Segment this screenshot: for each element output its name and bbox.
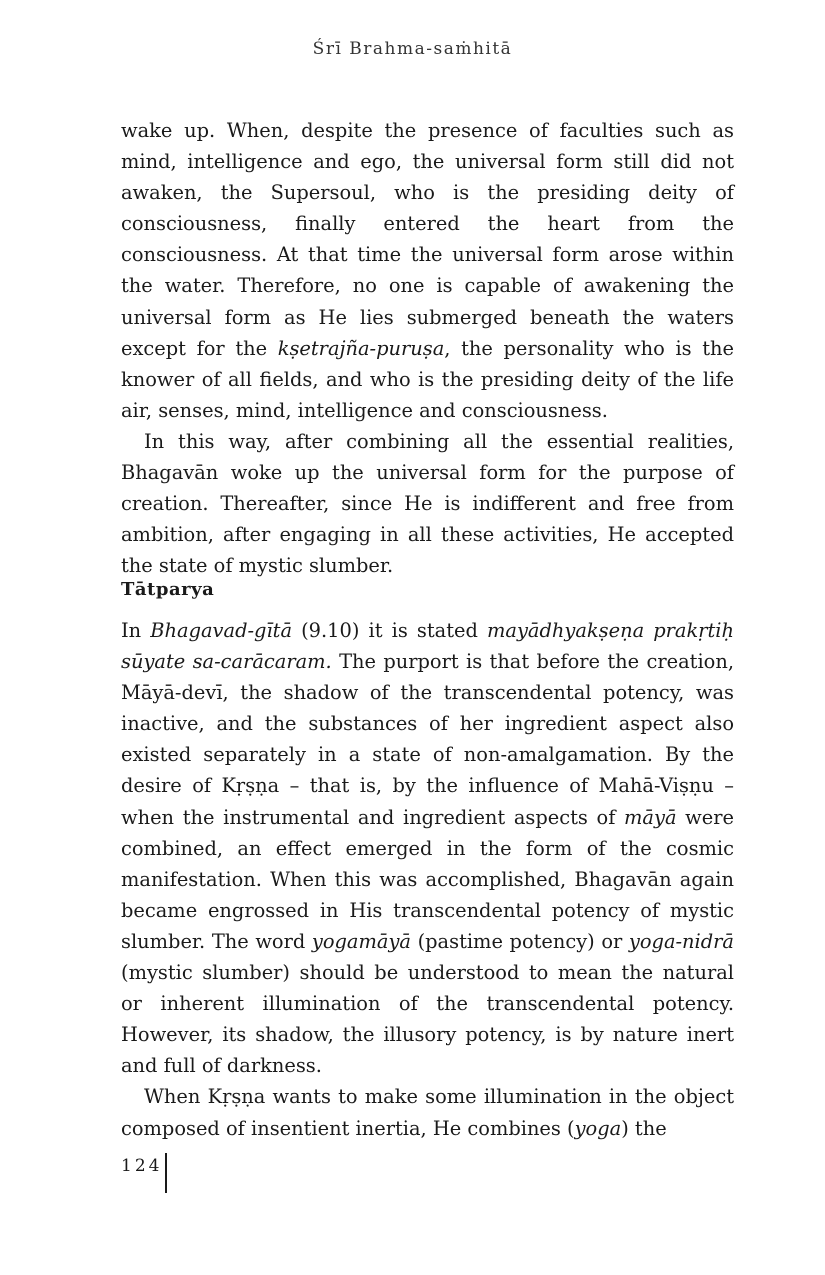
main-text-bottom <box>121 615 734 1144</box>
page-number-rule <box>165 1153 167 1193</box>
paragraph-1: wake up. When, despite the presence of faculties such as mind, intelligence and ego, the universal form still did not awaken, the Supersoul, who is the presiding deity of consciousness, finally entered the heart from the consciousness. At that time the universal form arose within the water. Therefore, no one is capable of awakening the universal form as He lies submerged beneath the waters except for the kṣetrajña-puruṣa, the personality who is the knower of all fields, and who is the presiding deity of the life air, senses, mind, intelligence and consciousness. <box>121 119 734 422</box>
section-heading-tatparya: Tātparya <box>121 579 215 600</box>
page-number: 124 <box>121 1156 163 1176</box>
paragraph-4: When Kṛṣṇa wants to make some illumination in the object composed of insentient inertia, He combines (yoga) the <box>121 1085 734 1140</box>
paragraph-2: In this way, after combining all the essential realities, Bhagavān woke up the universal form for the purpose of creation. Thereafter, since He is indifferent and free from ambition, after engaging in all these activities, He accepted the state of mystic slumber. <box>121 429 734 578</box>
running-head: Śrī Brahma-saṁhitā <box>312 39 513 59</box>
main-text-top <box>121 115 734 581</box>
paragraph-3: In Bhagavad-gītā (9.10) it is stated mayādhyakṣeṇa prakṛtiḥ sūyate sa-carācaram. The purport is that before the creation, Māyā-devī, the shadow of the transcendental potency, was inactive, and the substances of her ingredient aspect also existed separately in a state of non-amalgamation. By the desire of Kṛṣṇa – that is, by the influence of Mahā-Viṣṇu – when the instrumental and ingredient aspects of māyā were combined, an effect emerged in the form of the cosmic manifestation. When this was accomplished, Bhagavān again became engrossed in His transcendental potency of mystic slumber. The word yogamāyā (pastime potency) or yoga-nidrā (mystic slumber) should be understood to mean the natural or inherent illumination of the transcendental potency. However, its shadow, the illusory potency, is by nature inert and full of darkness. <box>121 619 734 1078</box>
